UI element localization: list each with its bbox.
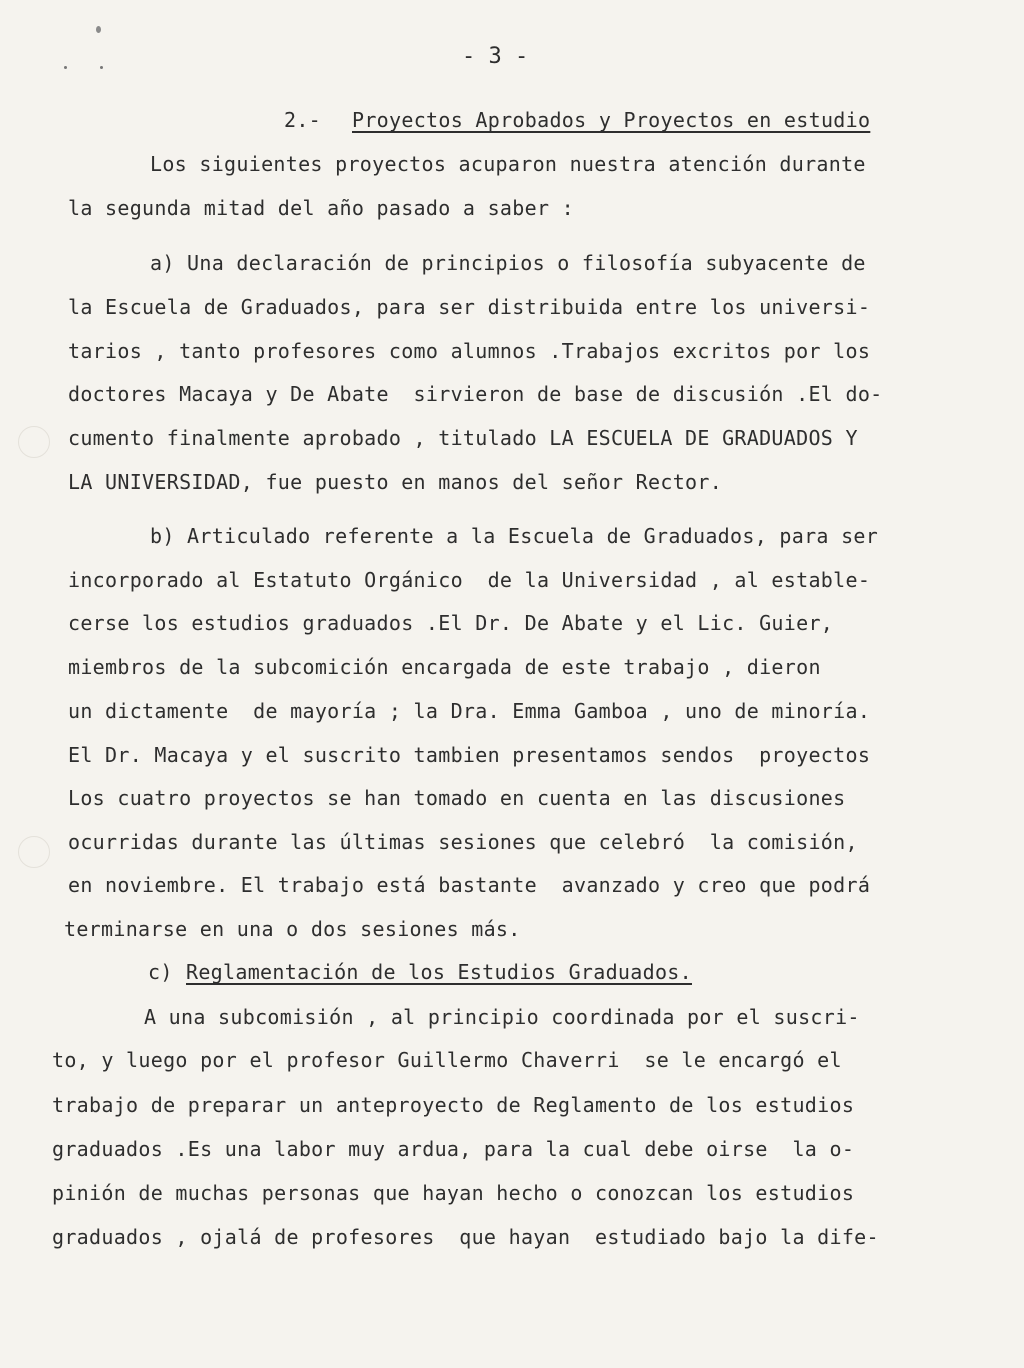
item-b-line: en noviembre. El trabajo está bastante avanzado y creo que podrá: [68, 873, 871, 897]
punch-hole-mark: [18, 836, 50, 868]
item-c-line: trabajo de preparar un anteproyecto de Reglamento de los estudios: [52, 1093, 855, 1117]
ink-speck: [96, 26, 101, 33]
intro-line: la segunda mitad del año pasado a saber :: [68, 196, 574, 220]
ink-dot: [64, 66, 67, 69]
item-c-line: pinión de muchas personas que hayan hecho o conozcan los estudios: [52, 1181, 855, 1205]
item-a-line: doctores Macaya y De Abate sirvieron de base de discusión .El do-: [68, 382, 883, 406]
item-c-line: graduados .Es una labor muy ardua, para la cual debe oirse la o-: [52, 1137, 855, 1161]
item-c-prefix: c): [148, 960, 173, 984]
item-c-title: Reglamentación de los Estudios Graduados.: [186, 960, 692, 984]
ink-dot: [100, 66, 103, 69]
item-a-line: la Escuela de Graduados, para ser distribuida entre los universi-: [68, 295, 871, 319]
item-b-line: El Dr. Macaya y el suscrito tambien presentamos sendos proyectos: [68, 743, 871, 767]
item-a-line: tarios , tanto profesores como alumnos .Trabajos excritos por los: [68, 339, 871, 363]
section-title: Proyectos Aprobados y Proyectos en estudio: [352, 108, 871, 132]
intro-line: Los siguientes proyectos acuparon nuestra atención durante: [150, 152, 866, 176]
item-b-line: un dictamente de mayoría ; la Dra. Emma Gamboa , uno de minoría.: [68, 699, 871, 723]
item-c-line: graduados , ojalá de profesores que hayan estudiado bajo la dife-: [52, 1225, 879, 1249]
item-c-line: A una subcomisión , al principio coordinada por el suscri-: [144, 1005, 860, 1029]
item-b-line: cerse los estudios graduados .El Dr. De Abate y el Lic. Guier,: [68, 611, 834, 635]
item-b-line: incorporado al Estatuto Orgánico de la Universidad , al estable-: [68, 568, 871, 592]
item-c-line: to, y luego por el profesor Guillermo Chaverri se le encargó el: [52, 1048, 842, 1072]
item-a-line: LA UNIVERSIDAD, fue puesto en manos del señor Rector.: [68, 470, 723, 494]
item-b-line: Los cuatro proyectos se han tomado en cuenta en las discusiones: [68, 786, 846, 810]
page-number: - 3 -: [462, 44, 529, 69]
item-a-line: cumento finalmente aprobado , titulado LA ESCUELA DE GRADUADOS Y: [68, 426, 858, 450]
item-b-line: terminarse en una o dos sesiones más.: [64, 917, 521, 941]
item-a-line: a) Una declaración de principios o filosofía subyacente de: [150, 251, 866, 275]
punch-hole-mark: [18, 426, 50, 458]
item-b-line: ocurridas durante las últimas sesiones que celebró la comisión,: [68, 830, 858, 854]
section-number: 2.-: [284, 108, 322, 132]
item-b-line: miembros de la subcomición encargada de este trabajo , dieron: [68, 655, 821, 679]
item-b-line: b) Articulado referente a la Escuela de Graduados, para ser: [150, 524, 879, 548]
